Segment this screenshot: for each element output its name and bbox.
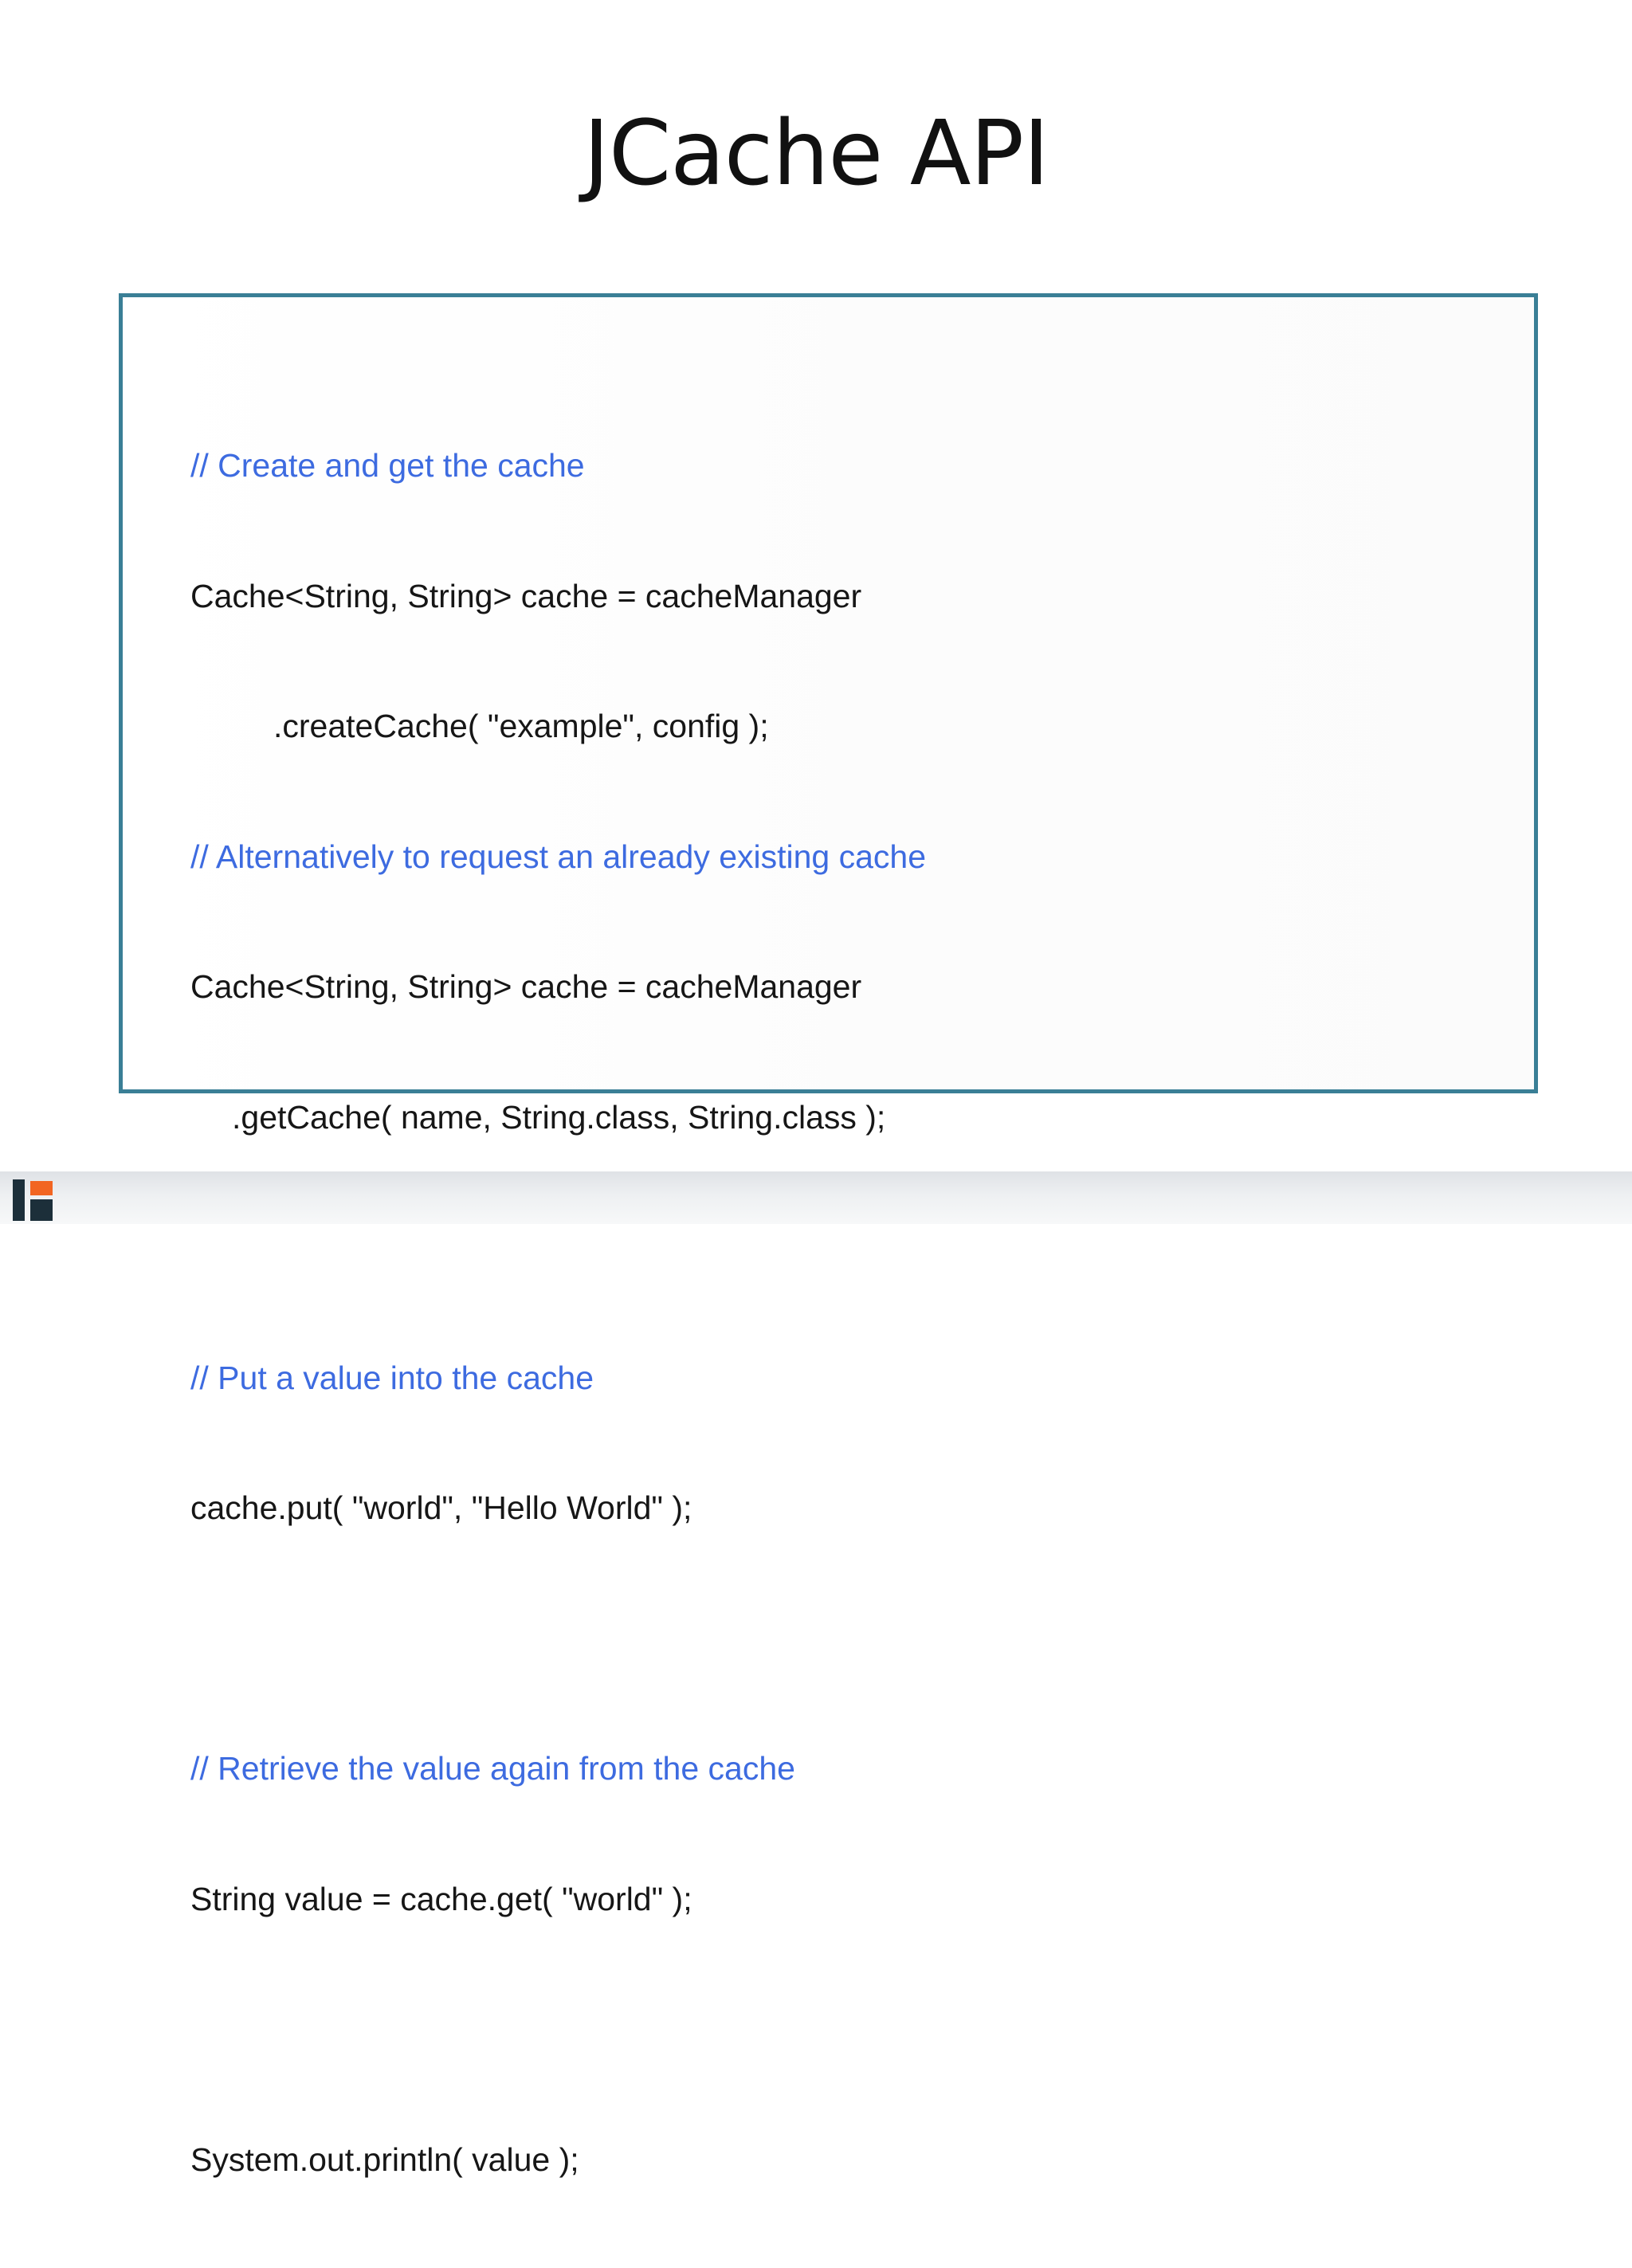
code-comment-line: // Alternatively to request an already existing cache (190, 838, 927, 875)
code-comment-line: // Create and get the cache (190, 447, 585, 484)
code-comment-line: // Put a value into the cache (190, 1359, 594, 1396)
slide-title: JCache API (583, 102, 1049, 206)
code-line: .createCache( "example", config ); (273, 708, 769, 744)
code-box (119, 293, 1538, 2178)
company-logo-icon (13, 1179, 53, 1221)
code-line: .getCache( name, String.class, String.class ); (232, 1098, 886, 1136)
code-line: cache.put( "world", "Hello World" ); (190, 1489, 692, 1526)
code-blank-line (190, 1226, 926, 1269)
code-blank-line (190, 2007, 926, 2051)
code-line: System.out.println( value ); (190, 2140, 579, 2178)
footer-bar (0, 1171, 1632, 1224)
code-blank-line (190, 1617, 926, 1661)
code-line: Cache<String, String> cache = cacheManager (190, 577, 862, 614)
code-line: Cache<String, String> cache = cacheManager (190, 968, 862, 1005)
code-comment-line: // Retrieve the value again from the cache (190, 1750, 795, 1787)
code-line: String value = cache.get( "world" ); (190, 1880, 692, 1917)
code-block (190, 357, 926, 2268)
